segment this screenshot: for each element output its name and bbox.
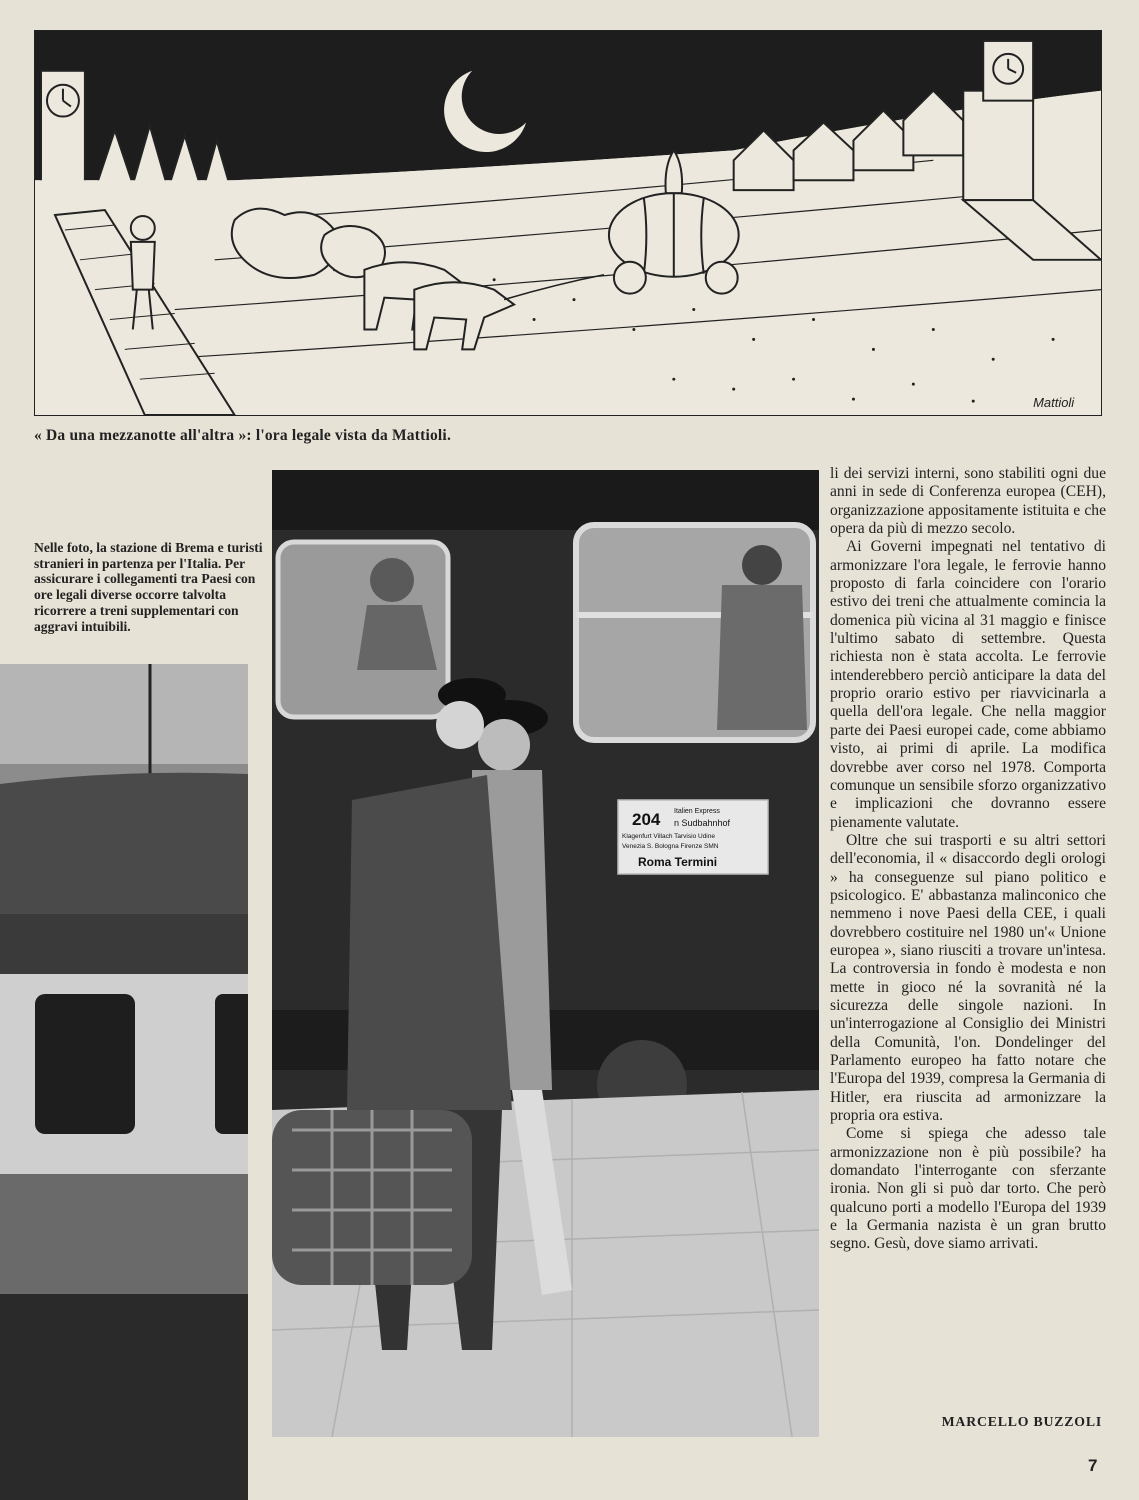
train-number: 204 <box>632 810 661 829</box>
sign-line4: Venezia S. Bologna Firenze SMN <box>622 843 719 850</box>
sign-line1: Italien Express <box>674 808 720 815</box>
sign-destination: Roma Termini <box>638 855 718 869</box>
article-column <box>830 465 1106 1254</box>
station-platform-photo <box>272 470 819 1437</box>
illustration-signature: Mattioli <box>1033 395 1075 411</box>
sign-line2: n Sudbahnhof <box>674 818 731 828</box>
page-number: 7 <box>1088 1456 1098 1475</box>
illustration-caption: « Da una mezzanotte all'altra »: l'ora legale vista da Mattioli. <box>34 427 452 444</box>
mattioli-illustration <box>34 30 1102 416</box>
article-paragraph: Come si spiega che adesso tale armonizzazione non è più possibile? ha domandato l'interrogante con sferzante ironia. Non gli si può dar torto. Che però qualcuno porti a modello l'Europa del 1939 e la Germania nazista è un gran brutto segno. Gesù, dove siamo arrivati. <box>830 1125 1106 1253</box>
photo-note: Nelle foto, la stazione di Brema e turisti stranieri in partenza per l'Italia. Per assicurare i collegamenti tra Paesi con ore legali diverse occorre talvolta ricorrere a treni supplementari con aggravi intuibili. <box>34 540 263 634</box>
byline: MARCELLO BUZZOLI <box>941 1414 1102 1429</box>
train-carriage-photo <box>0 664 248 1500</box>
article-paragraph: Oltre che sui trasporti e su altri settori dell'economia, il « disaccordo degli orologi » ha conseguenze sul piano politico e psicologico. E' abbastanza malinconico che nemmeno i nove Paesi della CEE, i quali dovrebbero costituire nel 1980 un'« Unione europea », siano riusciti a trovare un'intesa. La controversia in fondo è modesta e non mette in gioco né la sovranità né la sicurezza delle singole nazioni. In un'interrogazione al Consiglio dei Ministri della Comunità, l'on. Dondelinger del Parlamento europeo ha fatto notare che l'Europa del 1939, compresa la Germania di Hitler, era riuscita ad armonizzare la propria ora estiva. <box>830 831 1106 1125</box>
article-paragraph: Ai Governi impegnati nel tentativo di armonizzare l'ora legale, le ferrovie hanno proposto di farla coincidere con l'orario estivo dei treni che attualmente comincia la domenica più vicina al 31 maggio e finisce l'ultimo sabato di settembre. Questa richiesta non è stata accolta. Le ferrovie intenderebbero perciò anticipare la data del proprio orario estivo per riavvicinarla a quella dell'ora legale. Che nella maggior parte dei Paesi europei cade, come abbiamo visto, ai primi di aprile. La modifica dovrebbe aver corso nel 1978. Comporta comunque un sensibile sforzo organizzativo e implicazioni che dovranno essere pienamente valutate. <box>830 538 1106 831</box>
article-paragraph: li dei servizi interni, sono stabiliti ogni due anni in sede di Conferenza europea (CEH), organizzazione appositamente istituita e che opera da più di mezzo secolo. <box>830 465 1106 538</box>
sign-line3: Klagenfurt Villach Tarvisio Udine <box>622 833 715 840</box>
